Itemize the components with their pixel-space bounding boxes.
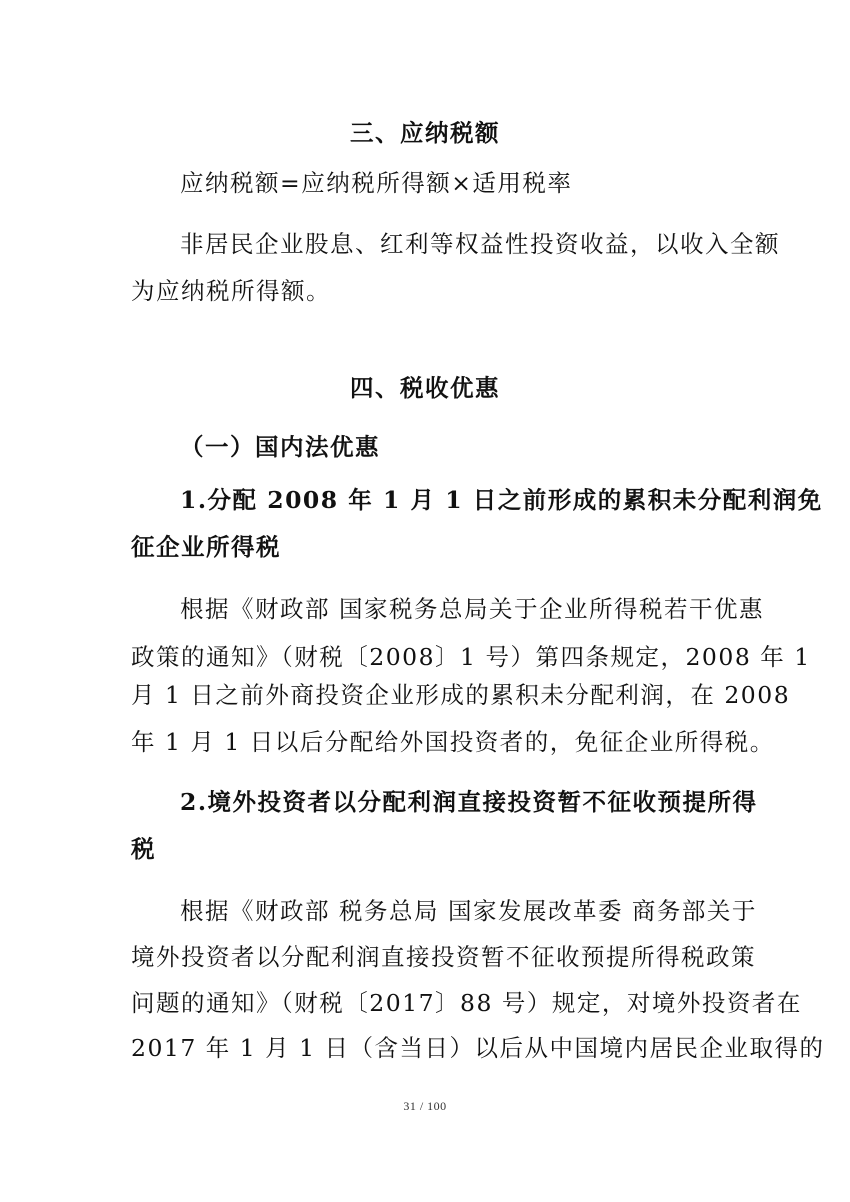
item1-body-line: 政策的通知》（财税〔2008〕1 号）第四条规定，2008 年 1 <box>131 643 811 671</box>
paragraph-line: 非居民企业股息、红利等权益性投资收益，以收入全额 <box>180 230 780 258</box>
tax-formula: 应纳税额=应纳税所得额×适用税率 <box>180 169 573 197</box>
subheading-domestic-law: （一）国内法优惠 <box>180 433 380 461</box>
paragraph-line: 为应纳税所得额。 <box>131 277 331 305</box>
item2-body-line: 根据《财政部 税务总局 国家发展改革委 商务部关于 <box>180 897 757 925</box>
item2-body-line: 问题的通知》（财税〔2017〕88 号）规定，对境外投资者在 <box>131 989 802 1017</box>
item2-body-line: 境外投资者以分配利润直接投资暂不征收预提所得税政策 <box>131 943 756 971</box>
item2-title-line: 税 <box>131 835 156 863</box>
item2-title-line: 2.境外投资者以分配利润直接投资暂不征收预提所得 <box>180 788 758 816</box>
page-number: 31 / 100 <box>403 1099 447 1113</box>
section-heading-tax-payable: 三、应纳税额 <box>350 119 500 147</box>
item1-body-line: 根据《财政部 国家税务总局关于企业所得税若干优惠 <box>180 595 764 623</box>
item2-body-line: 2017 年 1 月 1 日（含当日）以后从中国境内居民企业取得的 <box>131 1034 825 1062</box>
item1-body-line: 月 1 日之前外商投资企业形成的累积未分配利润，在 2008 <box>131 681 791 709</box>
item1-body-line: 年 1 月 1 日以后分配给外国投资者的，免征企业所得税。 <box>131 728 775 756</box>
item1-title-line: 征企业所得税 <box>131 533 281 561</box>
item1-title-line: 1.分配 2008 年 1 月 1 日之前形成的累积未分配利润免 <box>180 486 823 514</box>
section-heading-tax-incentives: 四、税收优惠 <box>350 374 500 402</box>
